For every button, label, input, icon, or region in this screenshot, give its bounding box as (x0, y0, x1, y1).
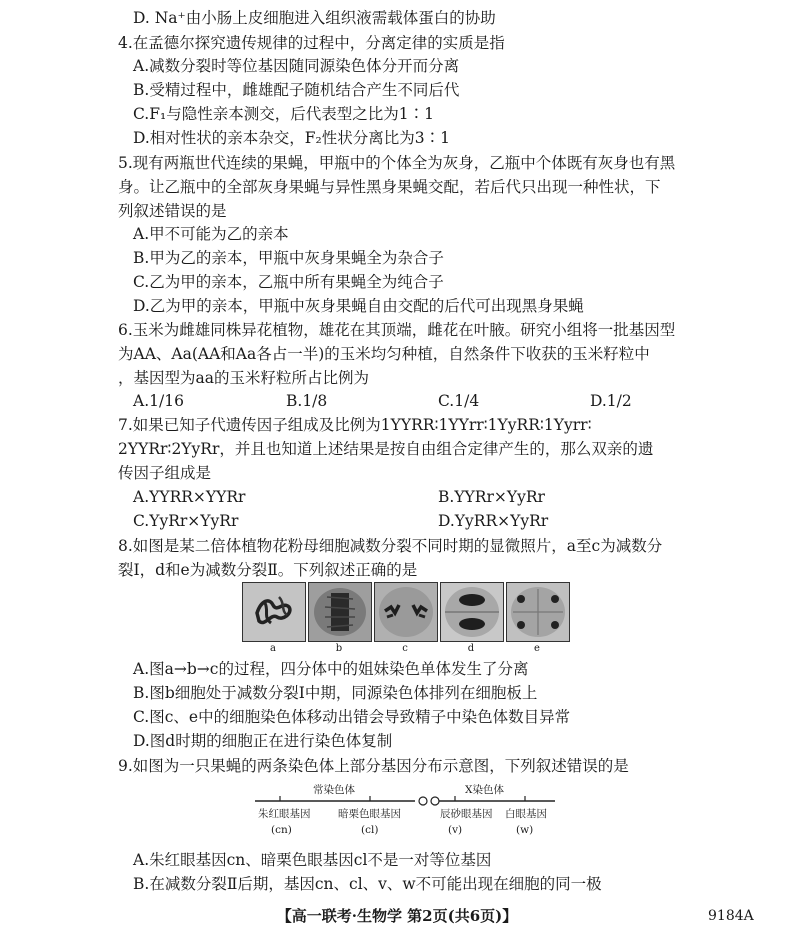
q8-stem-2: 裂Ⅰ，d和e为减数分裂Ⅱ。下列叙述正确的是 (118, 561, 418, 579)
chromosome-gene-map (255, 784, 555, 844)
q6-option-d: D.1/2 (590, 392, 632, 410)
q5-stem-1: 5.现有两瓶世代连续的果蝇，甲瓶中的个体全为灰身，乙瓶中个体既有灰身也有黑 (118, 154, 676, 172)
micrograph-label-c: c (402, 643, 408, 654)
q5-stem-3: 列叙述错误的是 (118, 202, 227, 220)
q7-stem-2: 2YYRr∶2YyRr，并且也知道上述结果是按自由组合定律产生的，那么双亲的遗 (118, 440, 654, 458)
q6-stem-1: 6.玉米为雌雄同株异花植物，雄花在其顶端，雌花在叶腋。研究小组将一批基因型 (118, 321, 676, 339)
q5-option-d: D.乙为甲的亲本，甲瓶中灰身果蝇自由交配的后代可出现黑身果蝇 (133, 297, 584, 315)
micrograph-e (506, 582, 570, 642)
q8-option-a: A.图a→b→c的过程，四分体中的姐妹染色单体发生了分离 (133, 660, 529, 678)
q9-option-a: A.朱红眼基因cn、暗栗色眼基因cl不是一对等位基因 (133, 851, 492, 869)
micrograph-d (440, 582, 504, 642)
x-chromosome-label: X染色体 (465, 784, 504, 796)
gene-cl-symbol: (cl) (361, 824, 379, 836)
micrograph-a (242, 582, 306, 642)
q6-option-a: A.1/16 (133, 392, 184, 410)
q9-stem: 9.如图为一只果蝇的两条染色体上部分基因分布示意图，下列叙述错误的是 (118, 757, 629, 775)
q8-option-c: C.图c、e中的细胞染色体移动出错会导致精子中染色体数目异常 (133, 708, 571, 726)
autosome-label: 常染色体 (313, 784, 355, 796)
q4-stem: 4.在孟德尔探究遗传规律的过程中，分离定律的实质是指 (118, 34, 505, 52)
q4-option-b: B.受精过程中，雌雄配子随机结合产生不同后代 (133, 81, 460, 99)
q7-option-d: D.YyRR×YyRr (438, 512, 549, 530)
q7-option-b: B.YYRr×YyRr (438, 488, 545, 506)
gene-cn-name: 朱红眼基因 (258, 808, 311, 820)
meiosis-micrographs (242, 582, 570, 654)
gene-cn-symbol: (cn) (271, 824, 292, 836)
page-footer (0, 905, 794, 927)
q7-option-a: A.YYRR×YYRr (133, 488, 246, 506)
micrograph-label-d: d (467, 643, 475, 654)
q3-option-d: D. Na⁺由小肠上皮细胞进入组织液需载体蛋白的协助 (133, 9, 496, 27)
q7-stem-1: 7.如果已知子代遗传因子组成及比例为1YYRR∶1YYrr∶1YyRR∶1Yyrr∶ (118, 416, 592, 434)
micrograph-label-b: b (335, 643, 343, 654)
micrograph-label-e: e (534, 643, 540, 654)
q6-option-b: B.1/8 (286, 392, 328, 410)
gene-cl-name: 暗栗色眼基因 (338, 808, 401, 820)
q7-stem-3: 传因子组成是 (118, 464, 212, 482)
q7-option-c: C.YyRr×YyRr (133, 512, 239, 530)
q8-stem-1: 8.如图是某二倍体植物花粉母细胞减数分裂不同时期的显微照片，a至c为减数分 (118, 537, 663, 555)
q4-option-a: A.减数分裂时等位基因随同源染色体分开而分离 (133, 57, 460, 75)
q5-option-c: C.乙为甲的亲本，乙瓶中所有果蝇全为纯合子 (133, 273, 444, 291)
q8-option-b: B.图b细胞处于减数分裂Ⅰ中期，同源染色体排列在细胞板上 (133, 684, 538, 702)
q5-option-a: A.甲不可能为乙的亲本 (133, 225, 289, 243)
q4-option-d: D.相对性状的亲本杂交，F₂性状分离比为3∶1 (133, 129, 450, 147)
micrograph-b (308, 582, 372, 642)
q5-stem-2: 身。让乙瓶中的全部灰身果蝇与异性黑身果蝇交配，若后代只出现一种性状，下 (118, 178, 661, 196)
q9-option-b: B.在减数分裂Ⅱ后期，基因cn、cl、v、w不可能出现在细胞的同一极 (133, 875, 602, 893)
micrograph-c (374, 582, 438, 642)
q6-stem-2: 为AA、Aa(AA和Aa各占一半)的玉米均匀种植，自然条件下收获的玉米籽粒中 (118, 345, 650, 363)
q6-stem-3: ，基因型为aa的玉米籽粒所占比例为 (118, 369, 369, 387)
q5-option-b: B.甲为乙的亲本，甲瓶中灰身果蝇全为杂合子 (133, 249, 444, 267)
gene-v-name: 辰砂眼基因 (440, 808, 493, 820)
micrograph-label-a: a (270, 643, 276, 654)
q6-option-c: C.1/4 (438, 392, 480, 410)
footer-title: 【高一联考·生物学 第2页(共6页)】 (276, 907, 518, 925)
gene-w-symbol: (w) (516, 824, 534, 836)
gene-w-name: 白眼基因 (505, 808, 547, 820)
gene-v-symbol: (v) (448, 824, 463, 836)
q4-option-c: C.F₁与隐性亲本测交，后代表型之比为1∶1 (133, 105, 434, 123)
footer-code: 9184A (708, 908, 754, 924)
q8-option-d: D.图d时期的细胞正在进行染色体复制 (133, 732, 393, 750)
